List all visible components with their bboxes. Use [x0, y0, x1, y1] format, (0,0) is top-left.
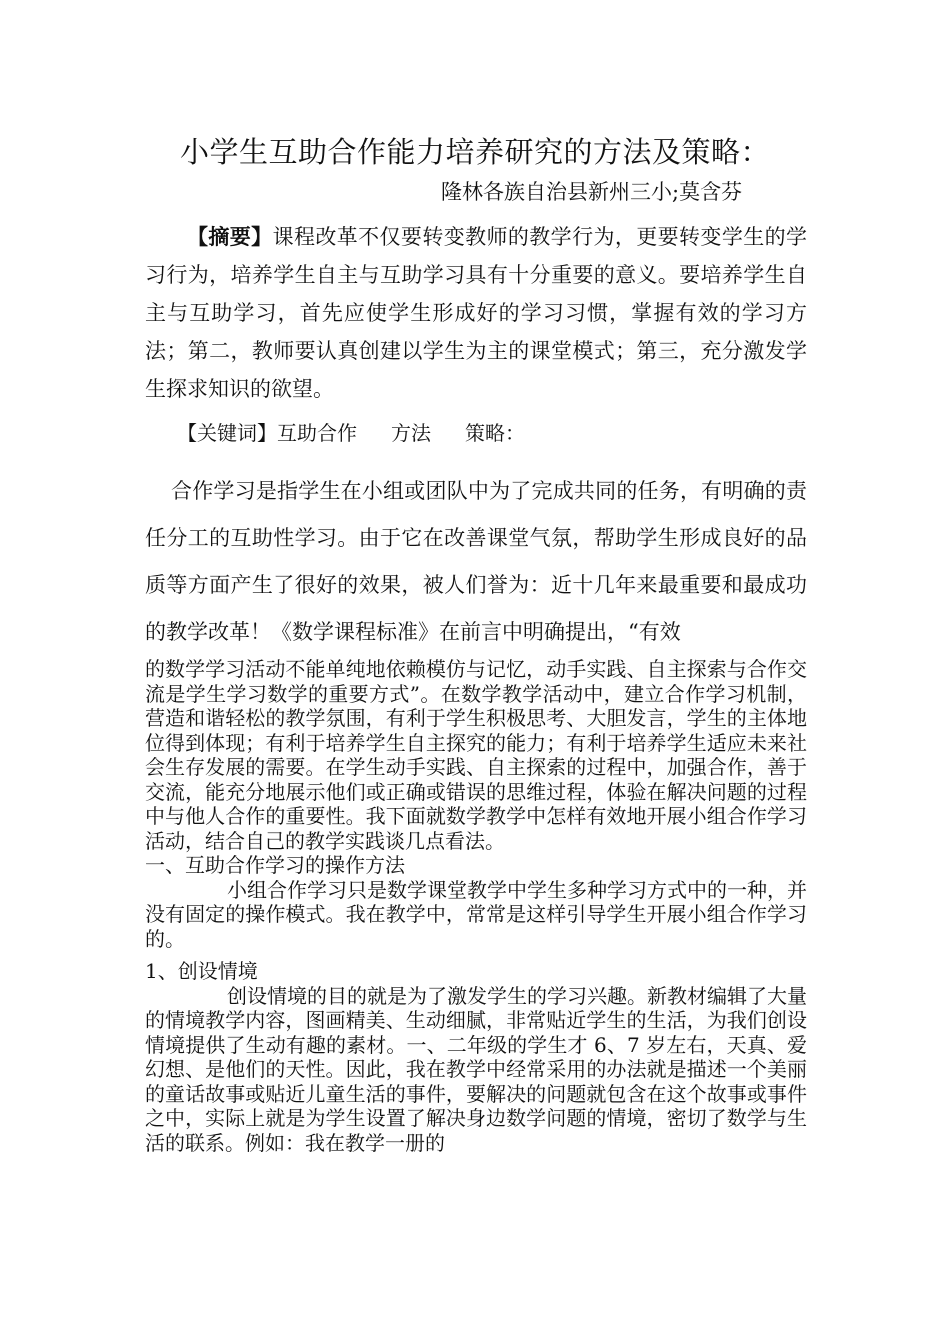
intro-serif-tail: 《数学课程标准》在前言中明确提出，“有效 [271, 620, 681, 644]
abstract-tag: 【摘要】 [187, 224, 273, 249]
body-text-block [145, 657, 807, 1155]
document-author: 隆林各族自治县新州三小;莫含芬 [441, 180, 743, 204]
abstract-text: 课程改革不仅要转变教师的教学行为，更要转变学生的学习行为，培养学生自主与互助学习具有十分重要的意义。要培养学生自主与互助学习，首先应使学生形成好的学习习惯，掌握有效的学习方法；第二，教师要认真创建以学生为主的课堂模式；第三，充分激发学生探求知识的欲望。 [145, 225, 808, 401]
keyword-item: 策略： [465, 421, 525, 445]
keyword-item: 方法 [391, 421, 431, 445]
keywords-line [177, 418, 525, 448]
intro-continuation: 的数学学习活动不能单纯地依赖模仿与记忆，动手实践、自主探索与合作交流是学生学习数学的重要方式”。在数学教学活动中，建立合作学习机制，营造和谐轻松的教学氛围，有利于学生积极思考、大胆发言，学生的主体地位得到体现；有利于培养学生自主探究的能力；有利于培养学生适应未来社会生存发展的需要。在学生动手实践、自主探索的过程中，加强合作，善于交流，能充分地展示他们或正确或错误的思维过程，体验在解决问题的过程中与他人合作的重要性。我下面就数学教学中怎样有效地开展小组合作学习活动，结合自己的教学实践谈几点看法。 [145, 657, 807, 853]
intro-paragraph [145, 468, 807, 656]
abstract-paragraph [145, 218, 807, 408]
section-heading: 一、互助合作学习的操作方法 [145, 853, 405, 877]
intro-sans-text: 合作学习是指学生在小组或团队中为了完成共同的任务，有明确的责任分工的互助性学习。由于它在改善课堂气氛，帮助学生形成良好的品质等方面产生了很好的效果，被人们誉为：近十几年来最重要和最成功的教学改革！ [145, 479, 807, 644]
document-title: 小学生互助合作能力培养研究的方法及策略： [179, 135, 770, 169]
section-paragraph: 小组合作学习只是数学课堂教学中学生多种学习方式中的一种，并没有固定的操作模式。我在教学中，常常是这样引导学生开展小组合作学习的。 [145, 877, 807, 951]
item-paragraph: 创设情境的目的就是为了激发学生的学习兴趣。新教材编辑了大量的情境教学内容，图画精美、生动细腻，非常贴近学生的生活，为我们创设情境提供了生动有趣的素材。一、二年级的学生才 6、7 岁左右，天真、爱幻想、是他们的天性。因此，我在教学中经常采用的办法就是描述一个美丽的童话故事或贴近儿童生活的事件，要解决的问题就包含在这个故事或事件之中，实际上就是为学生设置了解决身边数学问题的情境，密切了数学与生活的联系。例如：我在教学一册的 [145, 983, 807, 1155]
item-heading: 1、创设情境 [145, 959, 258, 983]
keyword-item: 互助合作 [277, 421, 357, 445]
keywords-tag: 【关键词】 [177, 421, 277, 445]
